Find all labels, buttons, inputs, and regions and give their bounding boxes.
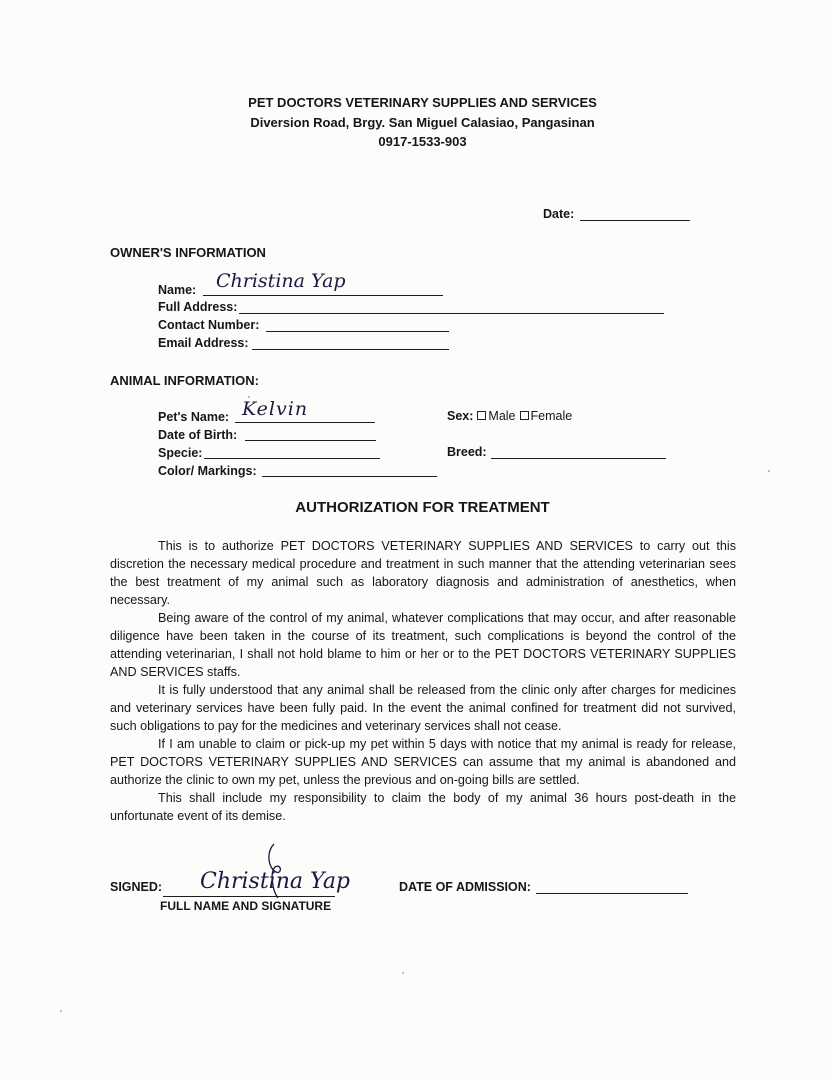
- dob-label: Date of Birth:: [158, 428, 238, 442]
- clinic-phone: 0917-1533-903: [378, 134, 467, 149]
- owner-name-label: Name:: [158, 283, 197, 297]
- authorization-paragraph: Being aware of the control of my animal, whatever complications that may occur, and after reasonable diligence have been taken in the course of its treatment, such complications is beyond the control of the attending veterinarian, I shall not hold blame to him or her or to the PET DOCTORS VETERINARY SUPPLIES AND SERVICES staffs.: [110, 611, 736, 679]
- date-field[interactable]: [580, 220, 690, 221]
- pet-name-value: Kelvin: [242, 398, 309, 420]
- owner-name-field[interactable]: [203, 295, 443, 296]
- pet-name-field[interactable]: [235, 422, 375, 423]
- admission-date-field[interactable]: [536, 893, 688, 894]
- date-label: Date:: [543, 207, 575, 221]
- owner-contact-label: Contact Number:: [158, 318, 260, 332]
- sex-label: Sex:: [447, 409, 474, 423]
- scan-speck: [248, 396, 250, 398]
- admission-date-label: DATE OF ADMISSION:: [399, 880, 531, 894]
- specie-field[interactable]: [204, 458, 380, 459]
- authorization-body: [110, 537, 736, 825]
- owner-address-field[interactable]: [239, 313, 664, 314]
- authorization-paragraph: This shall include my responsibility to claim the body of my animal 36 hours post-death in the unfortunate event of its demise.: [110, 791, 736, 823]
- authorization-paragraph: This is to authorize PET DOCTORS VETERINARY SUPPLIES AND SERVICES to carry out this discretion the necessary medical procedure and treatment in such manner that the attending veterinarian sees the best treatment of my animal such as laboratory diagnosis and administration of anesthetics, when necessary.: [110, 539, 736, 607]
- signature-text: Christina Yap: [200, 869, 351, 894]
- owner-contact-field[interactable]: [266, 331, 449, 332]
- breed-label: Breed:: [447, 445, 487, 459]
- female-option-label: Female: [530, 409, 573, 423]
- owner-email-field[interactable]: [252, 349, 449, 350]
- signed-label: SIGNED:: [110, 880, 163, 894]
- clinic-name: PET DOCTORS VETERINARY SUPPLIES AND SERVICES: [248, 95, 597, 110]
- owner-email-label: Email Address:: [158, 336, 249, 350]
- signature-caption: FULL NAME AND SIGNATURE: [160, 899, 332, 913]
- scan-speck: [402, 972, 404, 974]
- owner-address-label: Full Address:: [158, 300, 238, 314]
- male-checkbox[interactable]: [477, 411, 486, 420]
- color-markings-label: Color/ Markings:: [158, 464, 257, 478]
- dob-field[interactable]: [245, 440, 376, 441]
- specie-label: Specie:: [158, 446, 203, 460]
- color-markings-field[interactable]: [262, 476, 437, 477]
- owner-section-title: OWNER'S INFORMATION: [110, 245, 266, 260]
- authorization-paragraph: If I am unable to claim or pick-up my pet within 5 days with notice that my animal is ready for release, PET DOCTORS VETERINARY SUPPLIES AND SERVICES can assume that my animal is abandoned and authorize the clinic to own my pet, unless the previous and on-going bills are settled.: [110, 737, 736, 787]
- sex-field: [447, 409, 572, 423]
- female-checkbox[interactable]: [520, 411, 529, 420]
- animal-section-title: ANIMAL INFORMATION:: [110, 373, 259, 388]
- clinic-address: Diversion Road, Brgy. San Miguel Calasiao, Pangasinan: [250, 115, 595, 130]
- scan-speck: [768, 470, 770, 472]
- pet-name-label: Pet's Name:: [158, 410, 230, 424]
- scan-speck: [60, 1010, 62, 1012]
- authorization-title: AUTHORIZATION FOR TREATMENT: [295, 499, 550, 516]
- breed-field[interactable]: [491, 458, 666, 459]
- authorization-paragraph: It is fully understood that any animal shall be released from the clinic only after charges for medicines and veterinary services have been fully paid. In the event the animal confined for treatment did not survived, such obligations to pay for the medicines and veterinary services shall not cease.: [110, 683, 736, 733]
- male-option-label: Male: [488, 409, 516, 423]
- owner-name-value: Christina Yap: [216, 270, 346, 292]
